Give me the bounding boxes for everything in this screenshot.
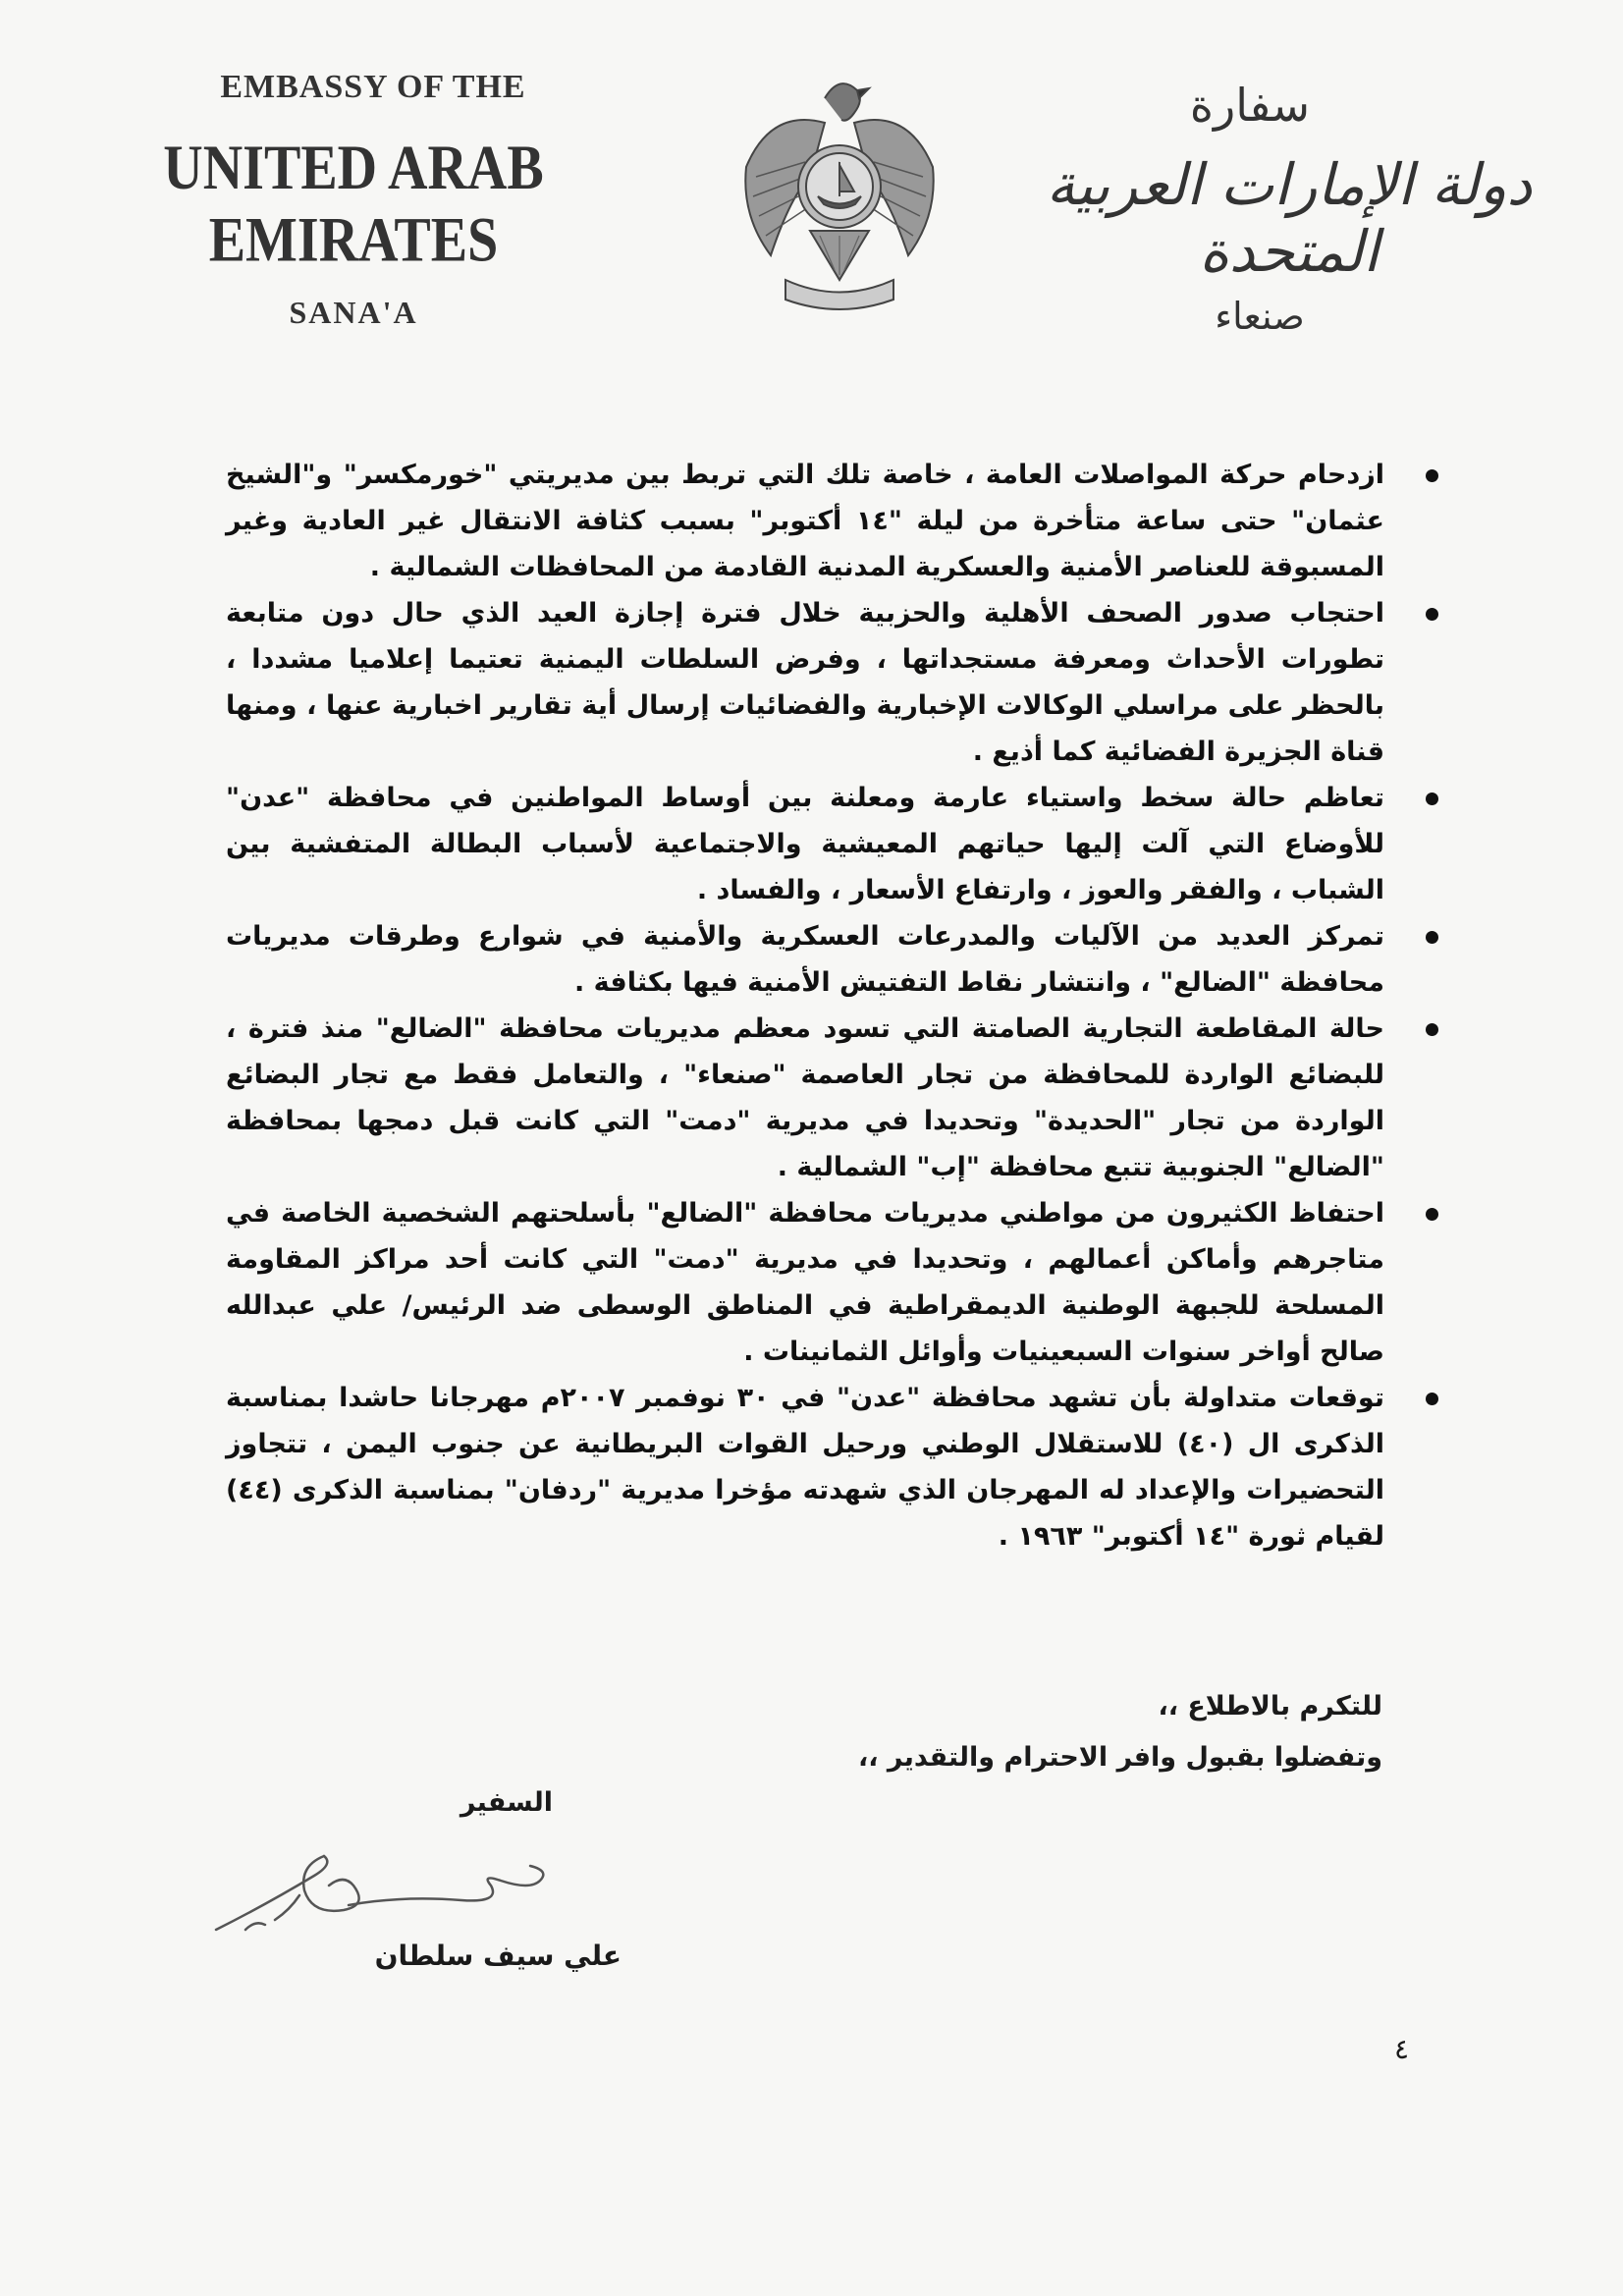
bullet-dot-icon (1426, 469, 1438, 482)
bullet-dot-icon (1426, 1393, 1438, 1405)
bullet-item (226, 452, 1384, 590)
letter-body (226, 452, 1384, 1559)
closing-line2: وتفضلوا بقبول وافر الاحترام والتقدير ،، (858, 1742, 1382, 1773)
bullet-dot-icon (1426, 608, 1438, 621)
page-number: ٤ (1394, 2033, 1410, 2065)
falcon-emblem-icon (731, 69, 947, 314)
letterhead-english-line2: UNITED ARAB EMIRATES (163, 133, 544, 276)
bullet-dot-icon (1426, 931, 1438, 944)
bullet-text: تعاظم حالة سخط واستياء عارمة ومعلنة بين أوساط المواطنين في محافظة "عدن" للأوضاع التي آلت إليها حياتهم المعيشية والاجتماعية لأسباب البطالة المتفشية بين الشباب ، والفقر والعوز ، وارتفاع الأسعار ، والفساد . (226, 783, 1384, 905)
bullet-item (226, 1375, 1384, 1559)
letterhead-arabic-line3: صنعاء (1215, 295, 1305, 338)
bullet-text: توقعات متداولة بأن تشهد محافظة "عدن" في ٣٠ نوفمبر ٢٠٠٧م مهرجانا حاشدا بمناسبة الذكرى ال (٤٠) للاستقلال الوطني ورحيل القوات البريطانية عن جنوب اليمن ، تتجاوز التحضيرات والإعداد له المهرجان الذي شهدته مؤخرا مديرية "ردفان" بمناسبة الذكرى (٤٤) لقيام ثورة "١٤ أكتوبر" ١٩٦٣ . (226, 1383, 1385, 1552)
bullet-item (226, 1006, 1384, 1190)
letterhead-english-line3: SANA'A (289, 295, 418, 330)
signature-title: السفير (460, 1787, 553, 1818)
bullet-list (226, 452, 1384, 1559)
letterhead-arabic-line1: سفارة (1189, 79, 1311, 132)
bullet-text: احتجاب صدور الصحف الأهلية والحزبية خلال فترة إجازة العيد الذي حال دون متابعة تطورات الأحداث ومعرفة مستجداتها ، وفرض السلطات اليمنية تعتيما إعلاميا مشددا ، بالحظر على مراسلي الوكالات الإخبارية والفضائيات إرسال أية تقارير اخبارية عنها ، ومنها قناة الجزيرة الفضائية كما أذيع . (226, 598, 1384, 767)
bullet-text: ازدحام حركة المواصلات العامة ، خاصة تلك التي تربط بين مديريتي "خورمكسر" و"الشيخ عثمان" حتى ساعة متأخرة من ليلة "١٤ أكتوبر" بسبب كثافة الانتقال غير العادية وغير المسبوقة للعناصر الأمنية والعسكرية المدنية القادمة من المحافظات الشمالية . (226, 460, 1384, 582)
letterhead-arabic-line2: دولة الإمارات العربية المتحدة (1046, 151, 1533, 285)
bullet-text: تمركز العديد من الآليات والمدرعات العسكرية والأمنية في شوارع وطرقات مديريات محافظة "الضالع" ، وانتشار نقاط التفتيش الأمنية فيها بكثافة . (226, 921, 1384, 998)
bullet-item (226, 590, 1384, 775)
bullet-dot-icon (1426, 793, 1438, 805)
signature-name: علي سيف سلطان (374, 1940, 622, 1972)
closing-line1: للتكرم بالاطلاع ،، (1158, 1691, 1382, 1722)
letterhead-english (59, 69, 648, 331)
bullet-dot-icon (1426, 1023, 1438, 1036)
bullet-dot-icon (1426, 1208, 1438, 1221)
closing-block (858, 1681, 1382, 1783)
bullet-item (226, 1190, 1384, 1375)
bullet-text: حالة المقاطعة التجارية الصامتة التي تسود معظم مديريات محافظة "الضالع" منذ فترة ، للبضائع الواردة للمحافظة من تجار العاصمة "صنعاء" ، والتعامل فقط مع تجار البضائع الواردة من تجار "الحديدة" وتحديدا في مديرية "دمت" التي كانت قبل دمجها بمحافظة "الضالع" الجنوبية تتبع محافظة "إب" الشمالية . (226, 1013, 1384, 1182)
letterhead-arabic (1014, 79, 1564, 338)
letterhead-english-line1: EMBASSY OF THE (220, 69, 526, 105)
bullet-text: احتفاظ الكثيرون من مواطني مديريات محافظة "الضالع" بأسلحتهم الشخصية الخاصة في متاجرهم وأماكن أعمالهم ، وتحديدا في مديرية "دمت" التي كانت أحد مراكز المقاومة المسلحة للجبهة الوطنية الديمقراطية في المناطق الوسطى ضد الرئيس/ علي عبدالله صالح أواخر سنوات السبعينيات وأوائل الثمانينات . (226, 1198, 1384, 1367)
bullet-item (226, 913, 1384, 1006)
bullet-item (226, 775, 1384, 913)
